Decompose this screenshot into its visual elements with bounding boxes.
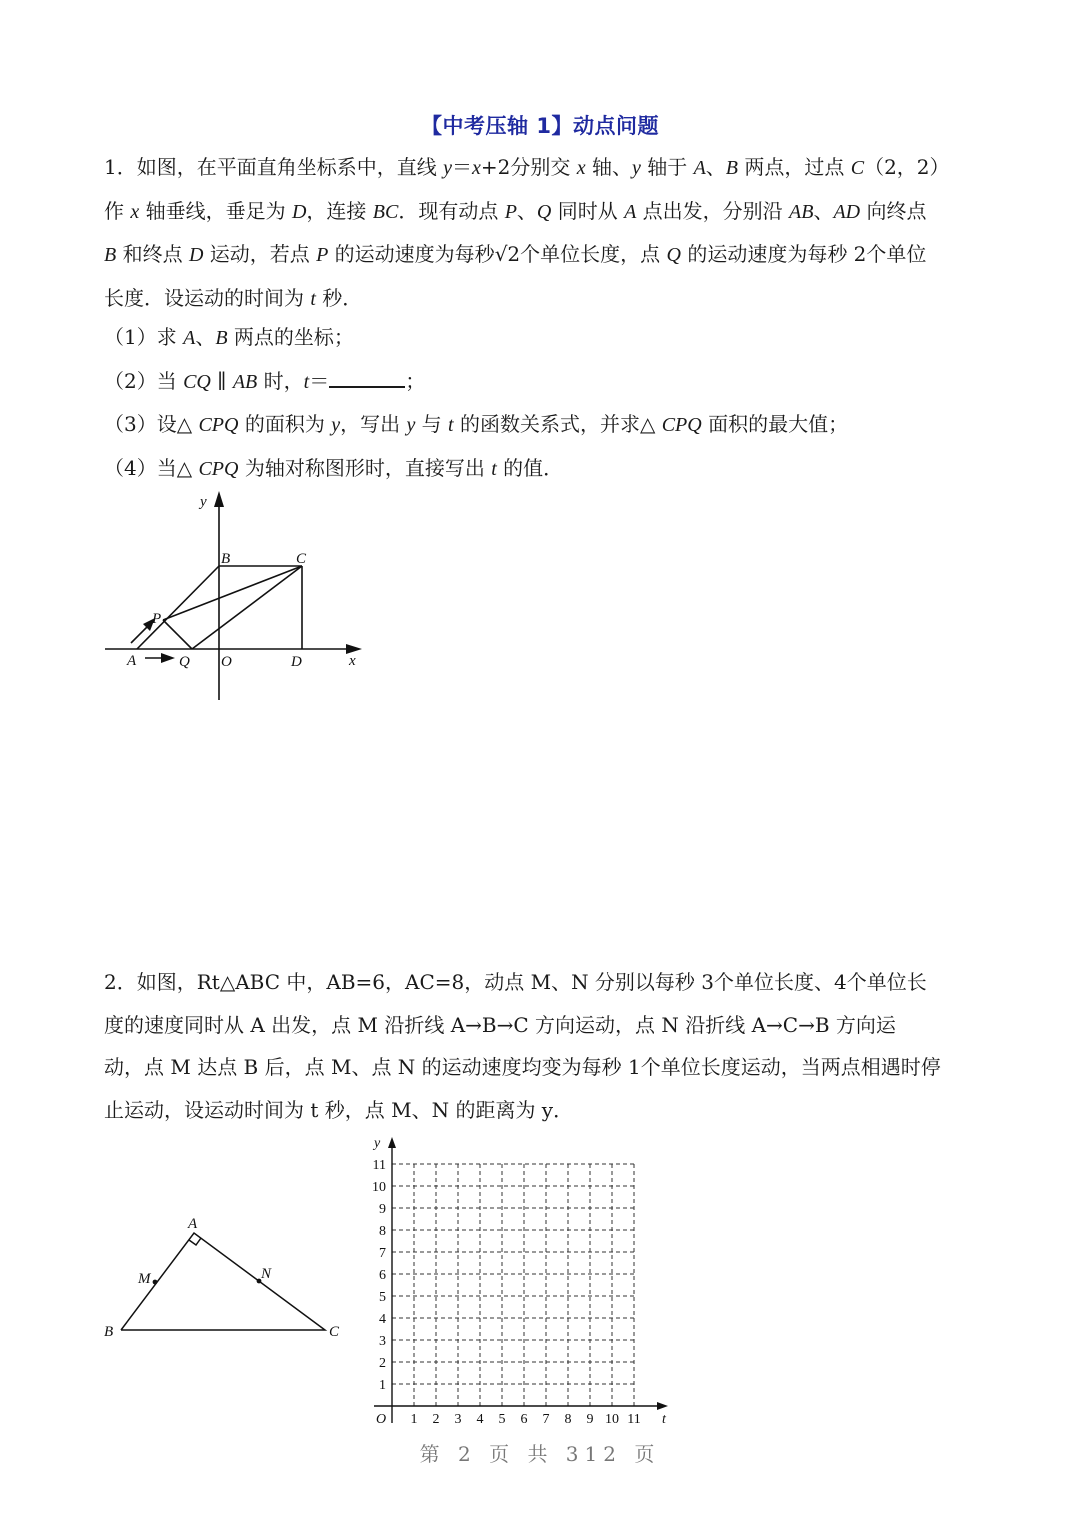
label-A: A [127, 653, 137, 669]
tri-label-N: N [261, 1266, 272, 1282]
question-3: （3）设△ CPQ 的面积为 y，写出 y 与 t 的函数关系式，并求△ CPQ 面积的最大值； [104, 412, 849, 436]
tri-label-M: M [138, 1271, 151, 1287]
x-tick-label: 5 [498, 1412, 506, 1427]
y-tick-label: 8 [379, 1224, 386, 1239]
tri-label-B: B [104, 1324, 114, 1340]
label-D: D [291, 654, 302, 670]
label-B: B [221, 551, 231, 567]
grid-origin: O [376, 1412, 387, 1427]
x-tick-label: 2 [432, 1412, 440, 1427]
label-x: x [349, 653, 356, 669]
page-footer: 第 2 页 共 312 页 [419, 1442, 661, 1466]
x-tick-label: 6 [520, 1412, 528, 1427]
problem-1-coordinate-figure [95, 485, 375, 710]
problem-2-coordinate-grid [360, 1125, 680, 1435]
y-tick-label: 7 [379, 1246, 386, 1261]
x-tick-label: 10 [605, 1412, 619, 1427]
y-tick-label: 10 [372, 1180, 386, 1195]
problem-1-statement [104, 146, 994, 320]
problem-2-line-1: 2．如图，Rt△ABC 中，AB=6，AC=8，动点 M、N 分别以每秒 3个单位长度、4个单位长 [104, 970, 927, 994]
y-tick-label: 9 [379, 1202, 386, 1217]
grid-y-label: y [374, 1136, 381, 1151]
answer-blank[interactable] [329, 364, 405, 388]
problem-1-line-4: 长度．设运动的时间为 t 秒． [104, 285, 363, 310]
grid-x-label: t [662, 1412, 666, 1427]
tri-label-C: C [329, 1324, 340, 1340]
x-tick-label: 9 [586, 1412, 594, 1427]
problem-2-line-3: 动，点 M 达点 B 后，点 M、点 N 的运动速度均变为每秒 1个单位长度运动，当两点相遇时停 [104, 1055, 941, 1079]
x-tick-label: 7 [542, 1412, 550, 1427]
y-tick-label: 6 [379, 1268, 386, 1283]
tri-label-A: A [188, 1216, 198, 1232]
label-Q: Q [179, 654, 190, 670]
problem-1-line-2: 作 x 轴垂线，垂足为 D，连接 BC．现有动点 P、Q 同时从 A 点出发，分别沿 AB、AD 向终点 [104, 198, 927, 223]
y-tick-label: 1 [379, 1378, 386, 1393]
label-C: C [296, 551, 307, 567]
label-O: O [221, 654, 232, 670]
x-tick-label: 3 [454, 1412, 462, 1427]
question-4: （4）当△ CPQ 为轴对称图形时，直接写出 t 的值． [104, 455, 564, 480]
problem-2-triangle-figure [95, 1200, 355, 1350]
label-P: P [152, 611, 162, 627]
page-title: 【中考压轴 1】动点问题 [421, 114, 659, 138]
y-tick-label: 11 [372, 1158, 386, 1173]
y-tick-label: 5 [379, 1290, 386, 1305]
x-tick-label: 8 [564, 1412, 572, 1427]
problem-1-line-3: B 和终点 D 运动，若点 P 的运动速度为每秒√2个单位长度，点 Q 的运动速度为每秒 2个单位 [104, 233, 994, 277]
problem-2-line-4: 止运动，设运动时间为 t 秒，点 M、N 的距离为 y． [104, 1097, 574, 1122]
y-tick-label: 2 [379, 1356, 386, 1371]
problem-1-line-1: 1．如图，在平面直角坐标系中，直线 y＝x+2分别交 x 轴、y 轴于 A、B 两点，过点 C（2，2） [104, 155, 950, 179]
problem-2-line-2: 度的速度同时从 A 出发，点 M 沿折线 A→B→C 方向运动，点 N 沿折线 A→C→B 方向运 [104, 1012, 896, 1037]
y-tick-label: 3 [379, 1334, 386, 1349]
x-tick-label: 4 [476, 1412, 484, 1427]
x-tick-label: 11 [627, 1412, 641, 1427]
x-tick-label: 1 [410, 1412, 418, 1427]
label-y: y [200, 494, 207, 510]
question-2: （2）当 CQ ∥ AB 时，t＝ ； [104, 360, 994, 404]
y-tick-label: 4 [379, 1312, 386, 1327]
problem-1-questions [104, 316, 994, 490]
question-1: （1）求 A、B 两点的坐标； [104, 325, 354, 349]
sqrt-2: √2 [494, 242, 521, 266]
problem-2-statement [104, 961, 994, 1131]
